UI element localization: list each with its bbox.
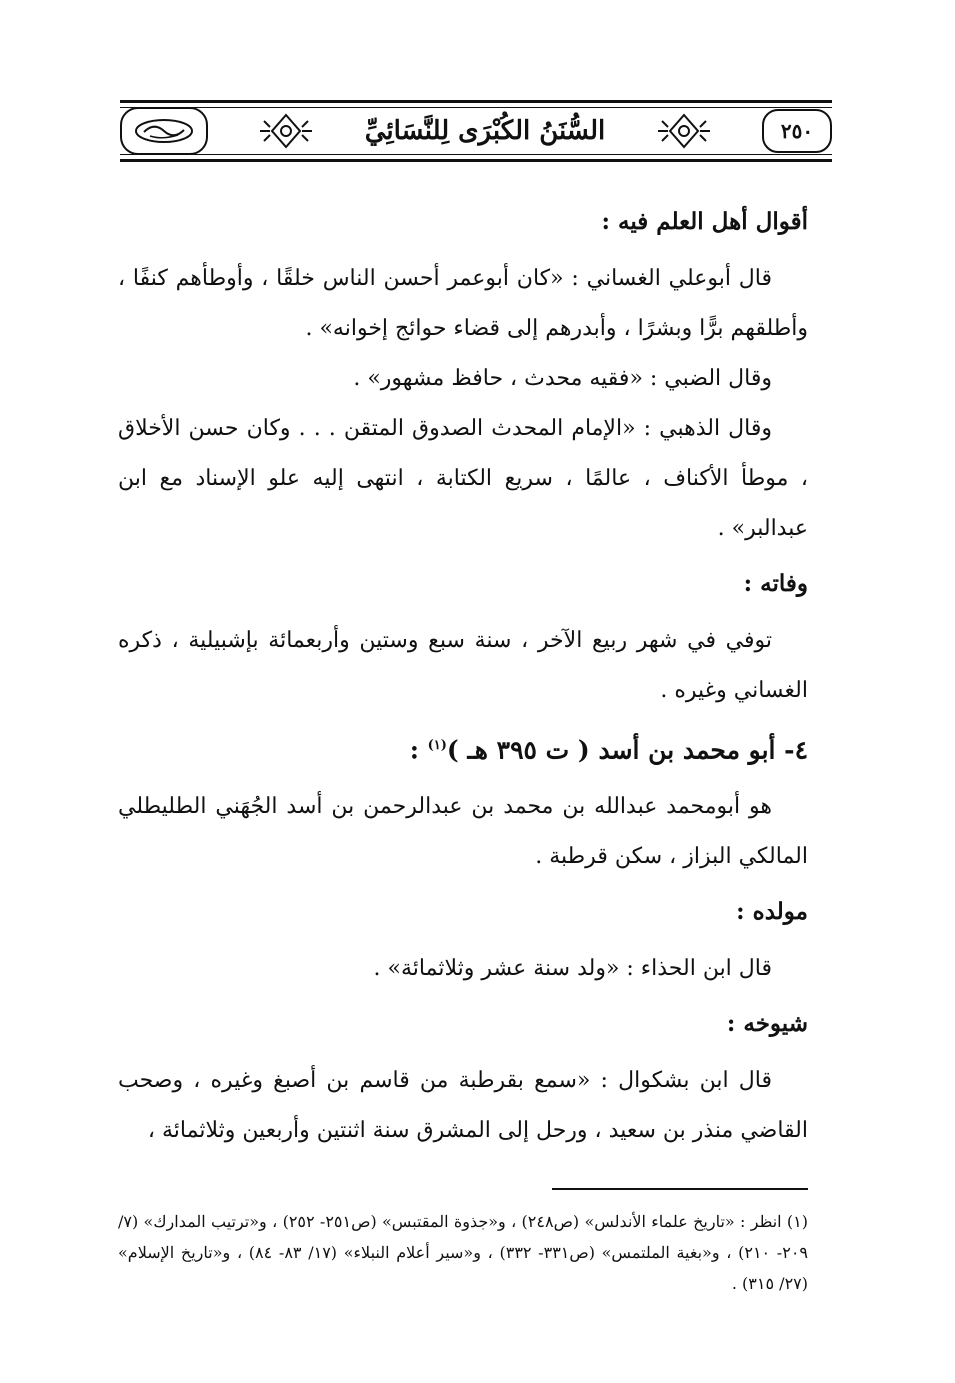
paragraph: قال ابن الحذاء : «ولد سنة عشر وثلاثمائة» .: [373, 956, 772, 982]
paragraph: قال أبوعلي الغساني : «كان أبوعمر أحسن الناس خلقًا ، وأوطأهم كنفًا ، وأطلقهم برًّا وبشرًا ، وأبدرهم إلى قضاء حوائج إخوانه» .: [118, 266, 808, 341]
section-heading: مولده :: [736, 898, 808, 926]
footnote-ref[interactable]: (١): [427, 738, 447, 753]
page-number: ٢٥٠: [762, 109, 832, 153]
heading-colon: :: [409, 735, 428, 765]
footnote-divider: [552, 1188, 808, 1190]
page-header: [120, 100, 832, 162]
paragraph: وقال الضبي : «فقيه محدث ، حافظ مشهور» .: [353, 366, 772, 391]
paragraph: وقال الذهبي : «الإمام المحدث الصدوق المتقن . . . وكان حسن الأخلاق ، موطأ الأكناف ، عالمًا ، سريع الكتابة ، انتهى إليه علو الإسناد مع ابن عبدالبر» .: [118, 416, 808, 541]
page-body: [118, 198, 808, 1156]
paragraph: هو أبومحمد عبدالله بن محمد بن عبدالرحمن بن أسد الجُهَني الطليطلي المالكي البزاز ، سكن قرطبة .: [118, 794, 808, 870]
paragraph: توفي في شهر ربيع الآخر ، سنة سبع وستين وأربعمائة بإشبيلية ، ذكره الغساني وغيره .: [118, 628, 808, 703]
running-title: السُّنَنُ الكُبْرَى لِلنَّسَائِيِّ: [364, 116, 606, 146]
section-heading: أقوال أهل العلم فيه :: [601, 208, 808, 235]
biography-title: ٤- أبو محمد بن أسد ( ت ٣٩٥ هـ ): [446, 735, 808, 765]
ornament-icon: [649, 109, 719, 153]
section-heading: شيوخه :: [726, 1010, 808, 1038]
footnote: (١) انظر : «تاريخ علماء الأندلس» (ص٢٤٨) ، و«جذوة المقتبس» (ص٢٥١- ٢٥٢) ، و«ترتيب المدارك» (٧/ ٢٠٩- ٢١٠) ، و«بغية الملتمس» (ص٣٣١- ٣٣٢) ، و«سير أعلام النبلاء» (١٧/ ٨٣- ٨٤) ، و«تاريخ الإسلام» (٢٧/ ٣١٥) .: [118, 1212, 808, 1293]
book-logo-icon: [120, 107, 208, 155]
paragraph: قال ابن بشكوال : «سمع بقرطبة من قاسم بن أصبغ وغيره ، وصحب القاضي منذر بن سعيد ، ورحل إلى المشرق سنة اثنتين وأربعين وثلاثمائة ،: [118, 1068, 808, 1144]
biography-heading: [118, 722, 808, 774]
footnotes: [118, 1206, 808, 1299]
section-heading: وفاته :: [743, 570, 808, 597]
ornament-icon: [251, 109, 321, 153]
